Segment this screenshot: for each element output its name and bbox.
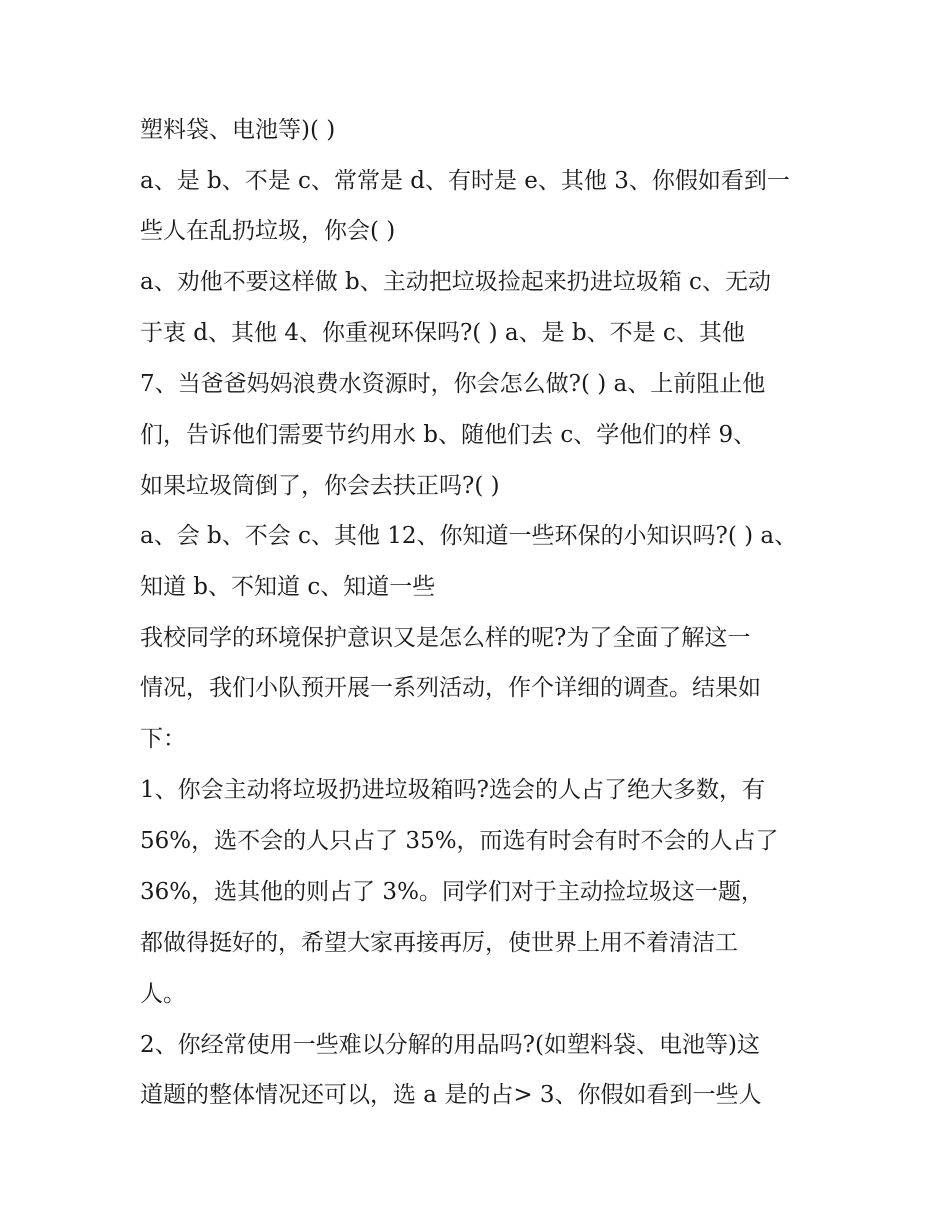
text-line: 道题的整体情况还可以，选 a 是的占> 3、你假如看到一些人 — [140, 1082, 762, 1108]
text-line: 些人在乱扔垃圾，你会( ) — [140, 218, 396, 244]
text-line: 7、当爸爸妈妈浪费水资源时，你会怎么做?( ) a、上前阻止他 — [140, 371, 766, 397]
text-line: 人。 — [140, 981, 186, 1007]
text-line: a、劝他不要这样做 b、主动把垃圾捡起来扔进垃圾箱 c、无动 — [140, 269, 771, 295]
text-line: 我校同学的环境保护意识又是怎么样的呢?为了全面了解这一 — [140, 625, 751, 651]
text-line: 知道 b、不知道 c、知道一些 — [140, 574, 436, 600]
text-line: 于衷 d、其他 4、你重视环保吗?( ) a、是 b、不是 c、其他 — [140, 320, 745, 346]
text-line: 塑料袋、电池等)( ) — [140, 117, 336, 143]
text-line: 2、你经常使用一些难以分解的用品吗?(如塑料袋、电池等)这 — [140, 1032, 760, 1058]
text-line: 如果垃圾筒倒了，你会去扶正吗?( ) — [140, 473, 500, 499]
text-line: 都做得挺好的，希望大家再接再厉，使世界上用不着清洁工 — [140, 930, 738, 956]
text-line: a、会 b、不会 c、其他 12、你知道一些环保的小知识吗?( ) a、 — [140, 523, 798, 549]
text-line: 们，告诉他们需要节约用水 b、随他们去 c、学他们的样 9、 — [140, 422, 757, 448]
text-line: a、是 b、不是 c、常常是 d、有时是 e、其他 3、你假如看到一 — [140, 168, 790, 194]
text-line: 36%，选其他的则占了 3%。同学们对于主动捡垃圾这一题， — [140, 879, 764, 905]
text-line: 情况，我们小队预开展一系列活动，作个详细的调查。结果如 — [140, 675, 761, 701]
text-line: 56%，选不会的人只占了 35%，而选有时会有时不会的人占了 — [140, 828, 779, 854]
text-line: 1、你会主动将垃圾扔进垃圾箱吗?选会的人占了绝大多数，有 — [140, 777, 765, 803]
text-line: 下： — [140, 726, 186, 752]
